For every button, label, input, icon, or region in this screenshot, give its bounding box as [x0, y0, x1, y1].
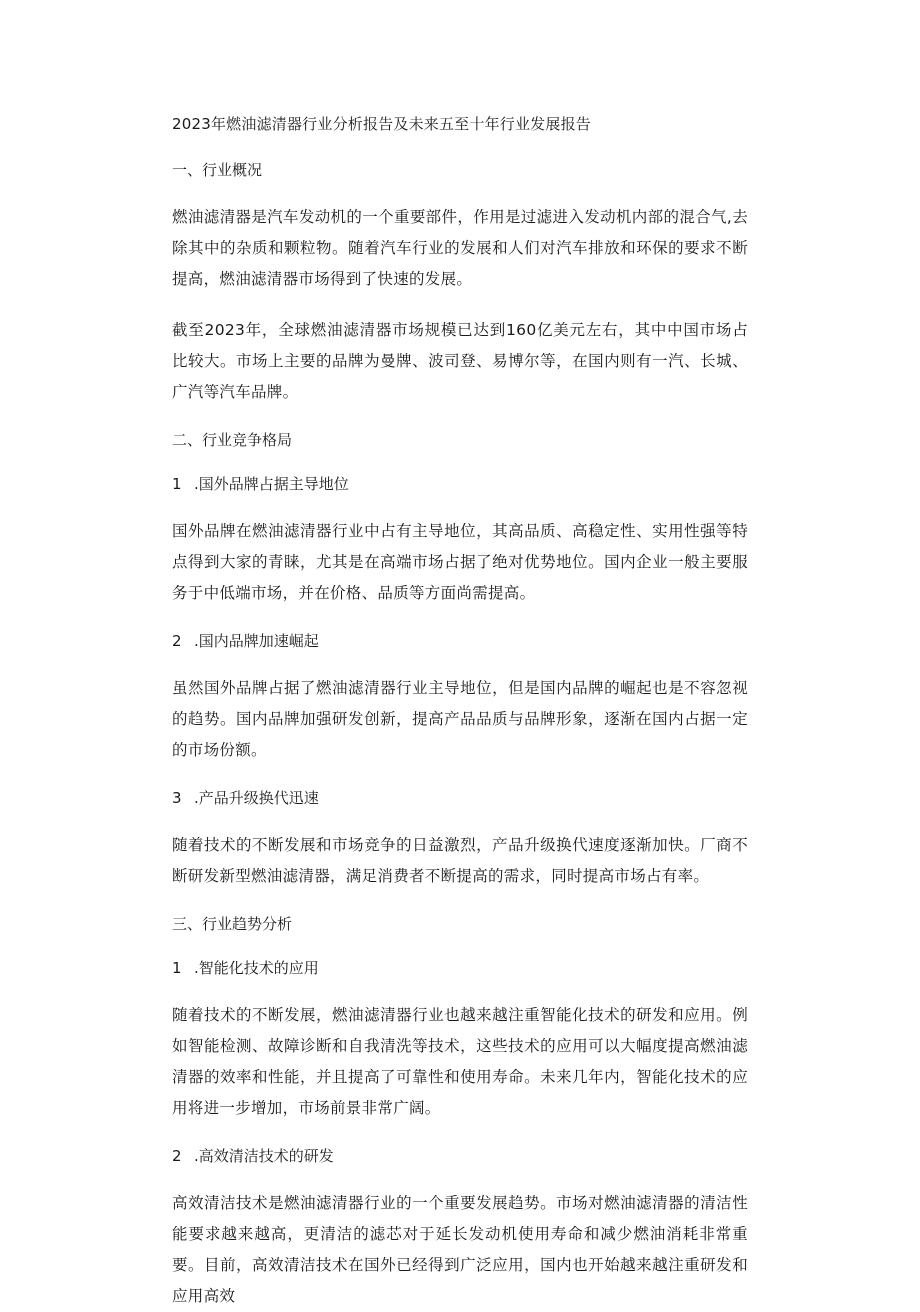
- subheading: [172, 629, 748, 653]
- document-title: 2023年燃油滤清器行业分析报告及未来五至十年行业发展报告: [172, 115, 591, 133]
- paragraph: 随着技术的不断发展和市场竞争的日益激烈，产品升级换代速度逐渐加快。厂商不断研发新型燃油滤清器，满足消费者不断提高的需求，同时提高市场占有率。: [172, 836, 748, 885]
- subheading: [172, 472, 748, 496]
- subheading-number: 2: [172, 632, 182, 650]
- paragraph: 高效清洁技术是燃油滤清器行业的一个重要发展趋势。市场对燃油滤清器的清洁性能要求越来越高，更清洁的滤芯对于延长发动机使用寿命和减少燃油消耗非常重要。目前，高效清洁技术在国外已经得到广泛应用，国内也开始越来越注重研发和应用高效: [172, 1194, 748, 1305]
- subheading-title: .高效清洁技术的研发: [194, 1147, 334, 1165]
- subheading-title: .国内品牌加速崛起: [194, 632, 319, 650]
- paragraph: 虽然国外品牌占据了燃油滤清器行业主导地位，但是国内品牌的崛起也是不容忽视的趋势。国内品牌加强研发创新，提高产品品质与品牌形象，逐渐在国内占据一定的市场份额。: [172, 679, 748, 759]
- subheading: [172, 1144, 748, 1168]
- paragraph: 燃油滤清器是汽车发动机的一个重要部件，作用是过滤进入发动机内部的混合气,去除其中的杂质和颗粒物。随着汽车行业的发展和人们对汽车排放和环保的要求不断提高，燃油滤清器市场得到了快速的发展。: [172, 208, 748, 288]
- document-page: [172, 112, 748, 1312]
- section-heading-overview: 一、行业概况: [172, 161, 263, 179]
- paragraph: 截至2023年，全球燃油滤清器市场规模已达到160亿美元左右，其中中国市场占比较大。市场上主要的品牌为曼牌、波司登、易博尔等，在国内则有一汽、长城、广汽等汽车品牌。: [172, 321, 748, 401]
- subheading-title: .国外品牌占据主导地位: [194, 475, 349, 493]
- subheading-number: 3: [172, 789, 182, 807]
- subheading-title: .产品升级换代迅速: [194, 789, 319, 807]
- section-heading-trends: 三、行业趋势分析: [172, 915, 293, 933]
- subheading: [172, 956, 748, 980]
- paragraph: 国外品牌在燃油滤清器行业中占有主导地位，其高品质、高稳定性、实用性强等特点得到大家的青睐，尤其是在高端市场占据了绝对优势地位。国内企业一般主要服务于中低端市场，并在价格、品质等方面尚需提高。: [172, 522, 748, 602]
- subheading-title: .智能化技术的应用: [194, 959, 319, 977]
- subheading-number: 1: [172, 959, 182, 977]
- subheading-number: 2: [172, 1147, 182, 1165]
- section-heading-competition: 二、行业竞争格局: [172, 431, 293, 449]
- subheading: [172, 786, 748, 810]
- paragraph: 随着技术的不断发展，燃油滤清器行业也越来越注重智能化技术的研发和应用。例如智能检测、故障诊断和自我清洗等技术，这些技术的应用可以大幅度提高燃油滤清器的效率和性能，并且提高了可靠性和使用寿命。未来几年内，智能化技术的应用将进一步增加，市场前景非常广阔。: [172, 1006, 748, 1117]
- subheading-number: 1: [172, 475, 182, 493]
